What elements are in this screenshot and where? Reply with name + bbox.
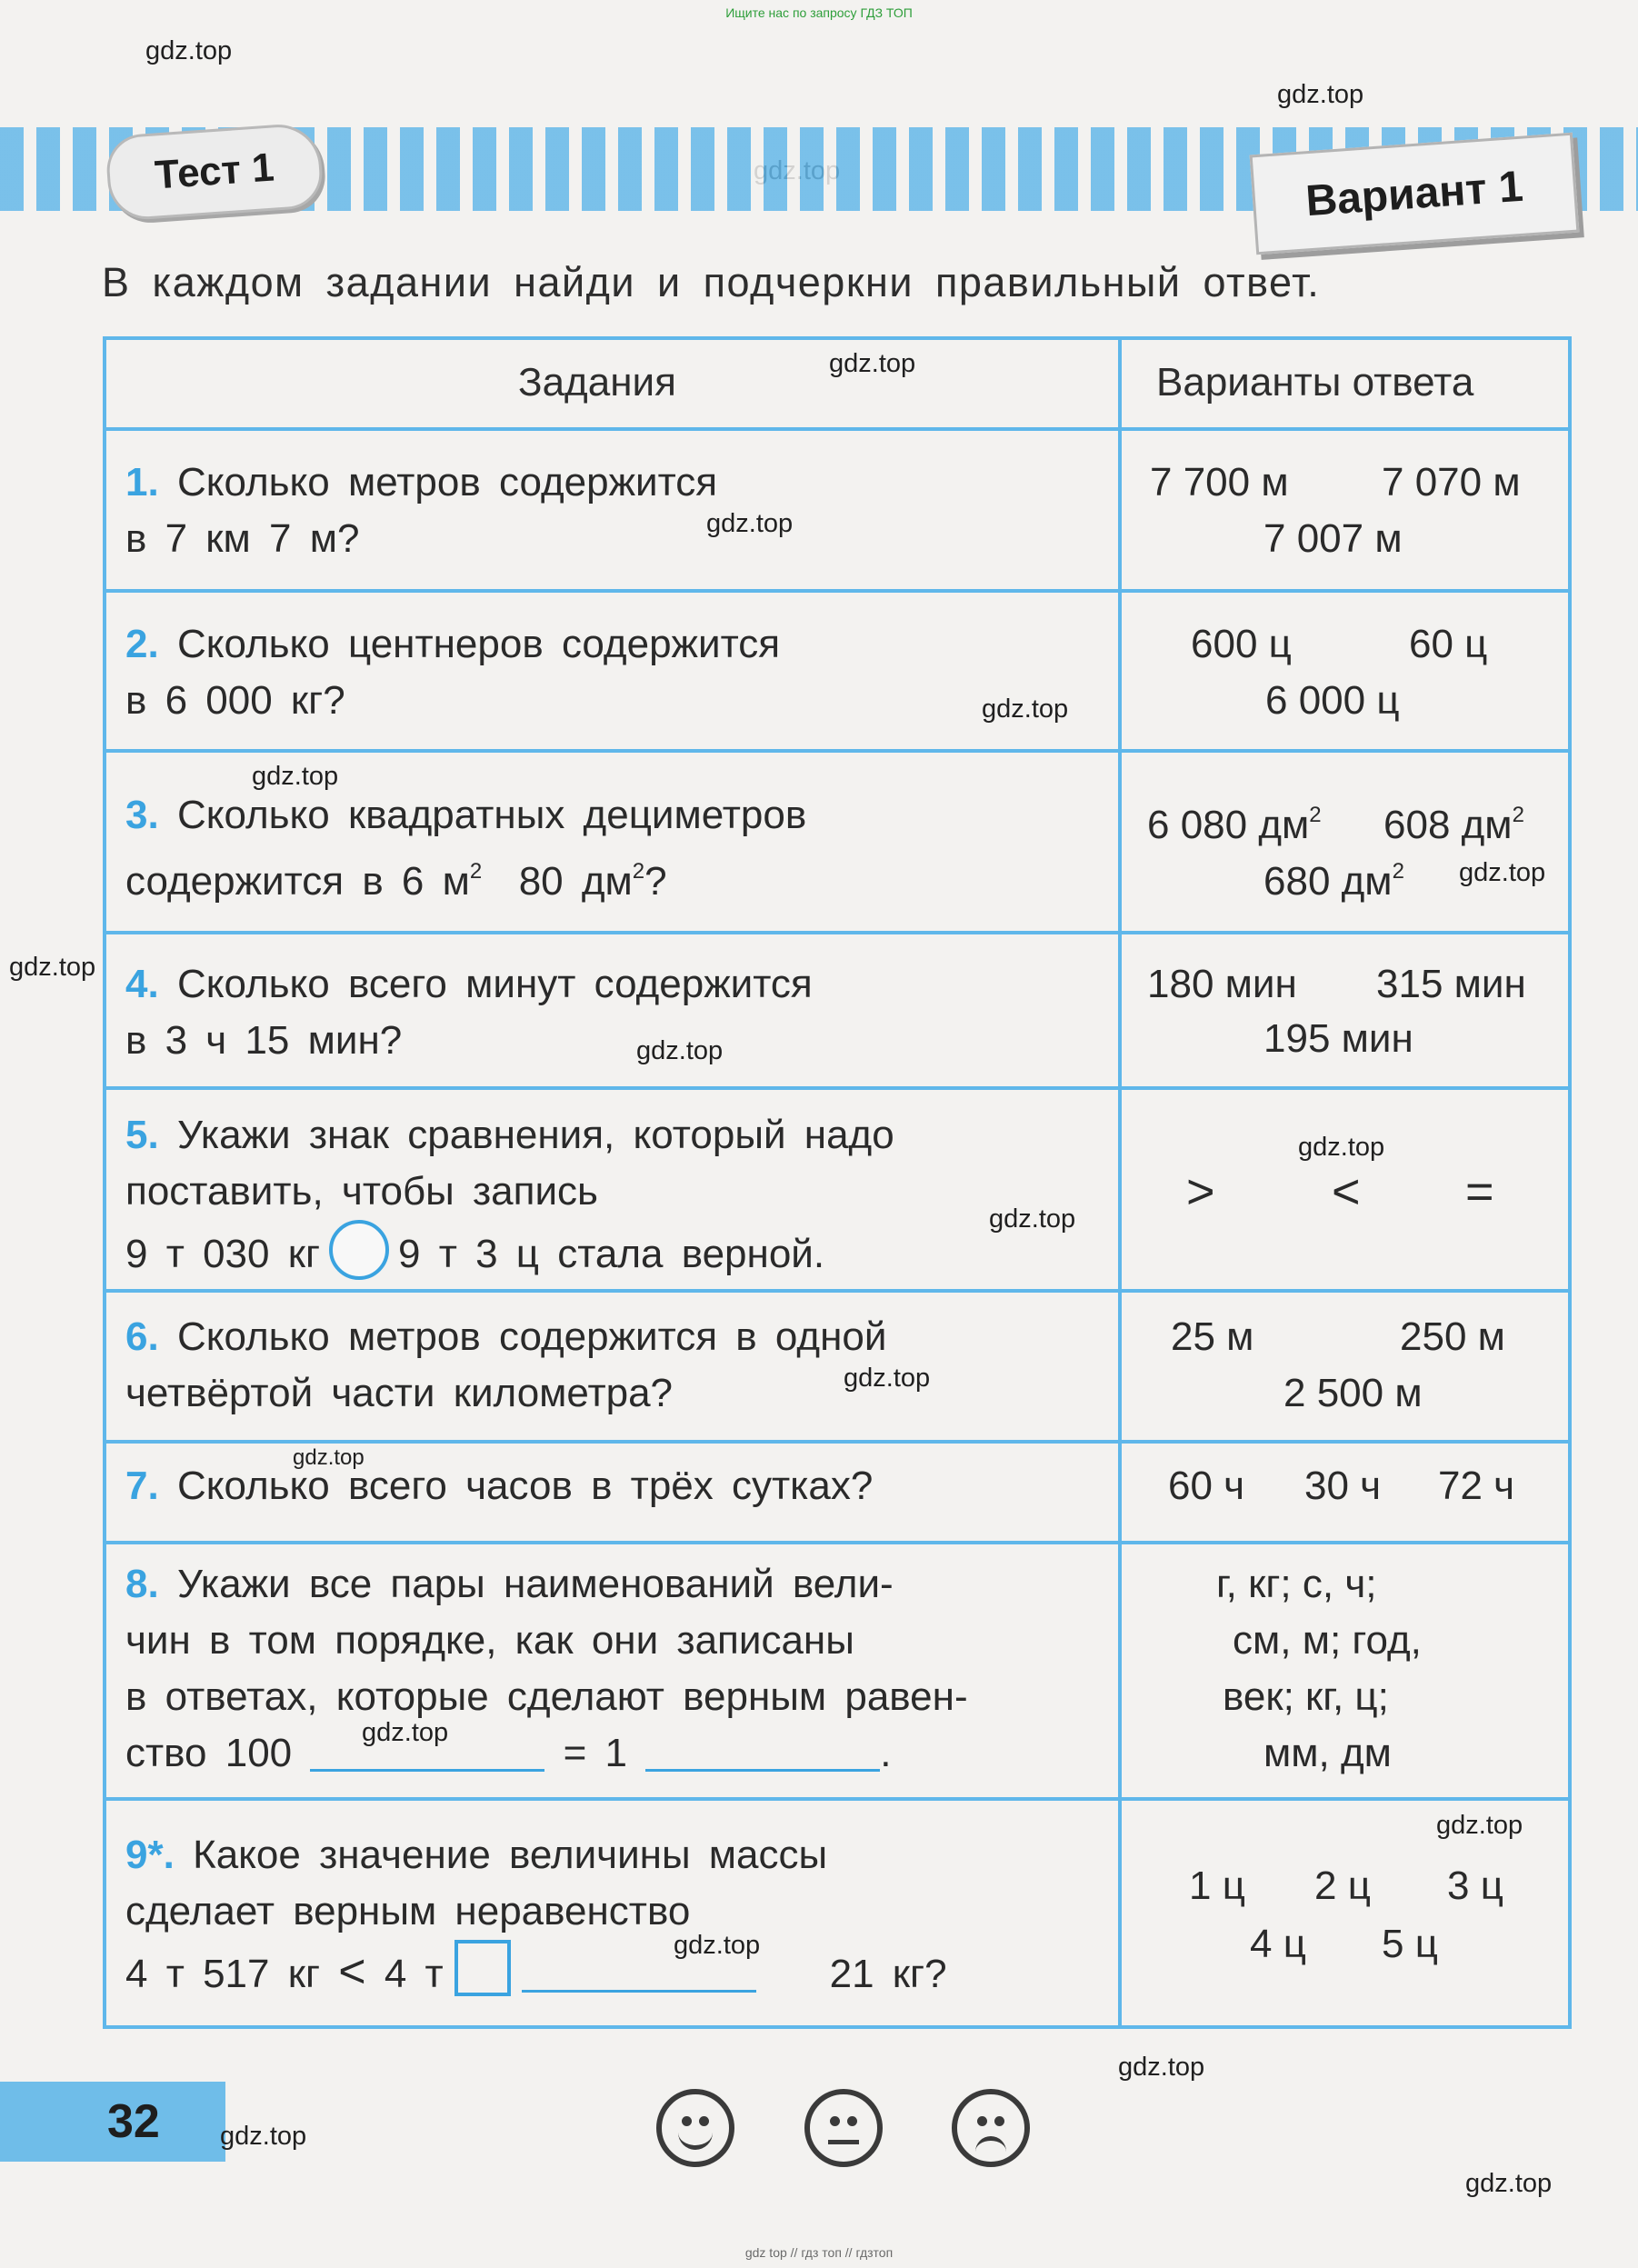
watermark: gdz.top [252,762,339,791]
answer-box[interactable] [454,1940,511,1996]
neutral-face-icon[interactable] [804,2089,883,2167]
task-8: 8. Укажи все пары наименований вели- чин в том порядке, как они записаны в ответах, которые сделают верным равен- ство 100 = 1 . [125,1562,968,1775]
answer-option[interactable]: 60 ч [1168,1464,1245,1508]
answer-option[interactable]: 195 мин [1263,1016,1413,1061]
task-5: 5. Укажи знак сравнения, который надо поставить, чтобы запись 9 т 030 кг 9 т 3 ц стала верной. [125,1107,894,1283]
table-divider [103,1541,1572,1544]
top-note: Ищите нас по запросу ГДЗ ТОП [725,5,913,20]
answer-option[interactable]: 7 070 м [1382,460,1521,505]
watermark: gdz.top [989,1204,1076,1234]
answer-option[interactable]: = [1465,1164,1494,1219]
table-divider [103,931,1572,934]
watermark: gdz.top [674,1931,761,1960]
answer-option[interactable]: см, м; год, [1233,1618,1422,1663]
table-divider [103,589,1572,593]
watermark: gdz.top [9,953,96,982]
task-2: 2. Сколько центнеров содержится в 6 000 кг? [125,622,781,723]
answer-option[interactable]: 680 $дм^2$ [1263,859,1404,904]
comparison-circle[interactable] [329,1220,389,1280]
table-divider [103,1797,1572,1801]
watermark: gdz.top [1459,858,1546,887]
answer-option[interactable]: 7 700 м [1150,460,1289,505]
answer-blank[interactable] [645,1765,880,1772]
bottom-note: gdz top // гдз топ // гдзтоп [744,2245,894,2260]
answer-option[interactable]: 60 ц [1409,622,1488,666]
answer-option[interactable]: мм, дм [1263,1731,1392,1775]
answer-option[interactable]: 2 ц [1314,1863,1371,1908]
variant-label: Вариант 1 [1250,133,1580,255]
happy-face-icon[interactable] [656,2089,734,2167]
task-1: 1. Сколько метров содержится в 7 км 7 м? [125,460,718,561]
watermark: gdz.top [1277,80,1364,109]
answer-option[interactable]: 72 ч [1438,1464,1515,1508]
answer-blank[interactable] [310,1765,544,1772]
watermark: gdz.top [362,1718,449,1747]
watermark: gdz.top [220,2122,307,2151]
table-divider [103,1289,1572,1293]
answer-option[interactable]: 7 007 м [1263,516,1403,561]
answer-option[interactable]: 315 мин [1376,962,1526,1006]
answer-option[interactable]: 25 м [1171,1314,1254,1359]
answer-blank[interactable] [522,1986,756,1993]
watermark: gdz.top [829,349,916,378]
answer-option[interactable]: 4 ц [1250,1922,1306,1966]
page-number: 32 [0,2082,225,2162]
answer-option[interactable]: 6 080 $дм^2$ [1147,803,1322,847]
task-7: 7. Сколько всего часов в трёх сутках? [125,1464,874,1508]
test-label: Тест 1 [105,122,325,222]
answer-option[interactable]: > [1186,1164,1215,1219]
answer-option[interactable]: 3 ц [1447,1863,1503,1908]
answer-option[interactable]: 250 м [1400,1314,1505,1359]
answer-option[interactable]: < [1332,1164,1361,1219]
answer-option[interactable]: 608 $дм^2$ [1383,803,1524,847]
task-4: 4. Сколько всего минут содержится в 3 ч 15 мин? [125,962,813,1063]
table-divider [103,427,1572,431]
answer-option[interactable]: 5 ц [1382,1922,1438,1966]
watermark: gdz.top [293,1445,365,1470]
answer-option[interactable]: 1 ц [1189,1863,1245,1908]
table-divider [103,1440,1572,1444]
watermark: gdz.top [1436,1811,1523,1840]
task-3: 3. Сколько квадратных дециметров содержится в 6 $м^2$ 80 $дм^2$? [125,793,807,904]
watermark: gdz.top [982,694,1069,724]
header-answers: Варианты ответа [1156,360,1474,405]
watermark: gdz.top [1118,2053,1205,2082]
answer-option[interactable]: 600 ц [1191,622,1292,666]
instruction: В каждом задании найди и подчеркни правильный ответ. [102,259,1321,305]
answer-option[interactable]: век; кг, ц; [1223,1674,1389,1719]
sad-face-icon[interactable] [952,2089,1030,2167]
watermark: gdz.top [1465,2169,1553,2198]
task-9: 9*. Какое значение величины массы сделает верным неравенство 4 т 517 кг < 4 т 21 кг? [125,1833,947,1998]
answer-option[interactable]: 6 000 ц [1265,678,1400,723]
watermark: gdz.top [636,1036,724,1065]
watermark: gdz.top [1298,1133,1385,1162]
table-divider [103,1086,1572,1090]
answer-option[interactable]: 30 ч [1304,1464,1382,1508]
answer-option[interactable]: 180 мин [1147,962,1297,1006]
task-6: 6. Сколько метров содержится в одной четвёртой части километра? [125,1314,887,1415]
table-divider [103,749,1572,753]
watermark: gdz.top [706,509,794,538]
watermark: gdz.top [844,1364,931,1393]
answer-option[interactable]: 2 500 м [1283,1371,1423,1415]
watermark: gdz.top [145,36,233,65]
answer-option[interactable]: г, кг; с, ч; [1216,1562,1377,1606]
header-tasks: Задания [518,360,676,405]
